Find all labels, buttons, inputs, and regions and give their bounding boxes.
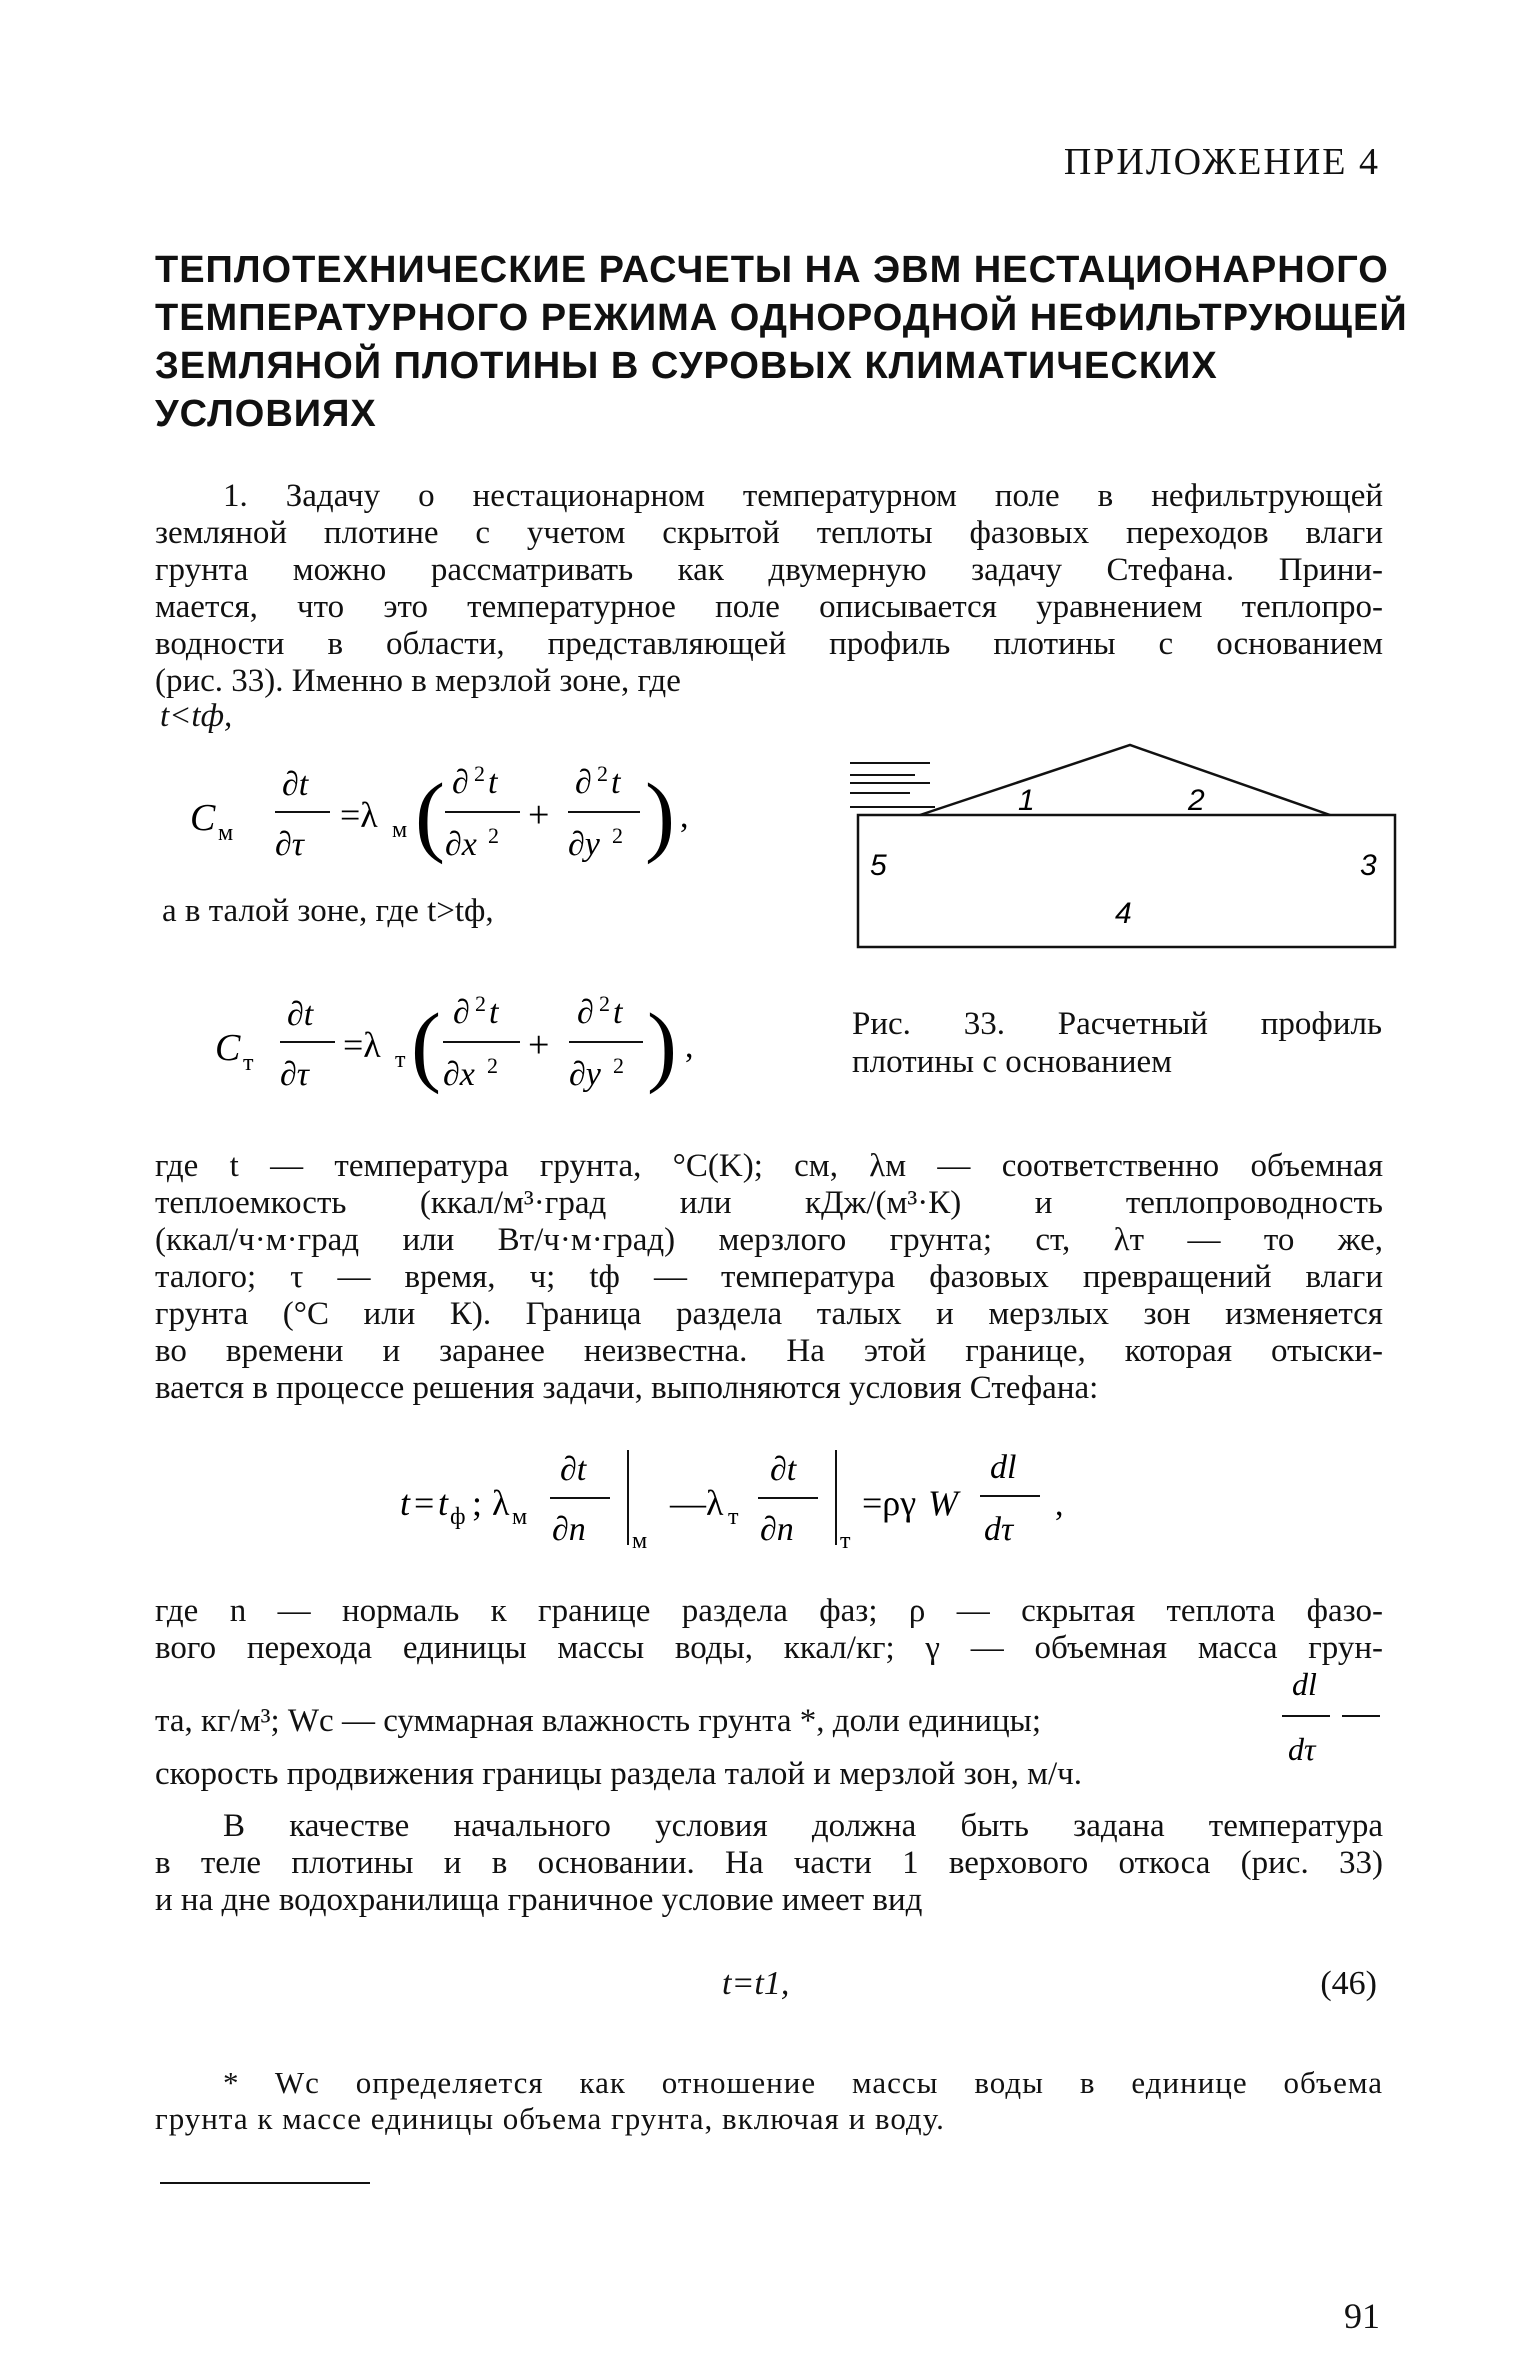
svg-text:,: , <box>1055 1486 1064 1523</box>
svg-text:t: t <box>611 764 621 801</box>
svg-text:м: м <box>512 1504 528 1530</box>
text-line: В качестве начального условия должна быть задана температура <box>223 1808 1383 1844</box>
title-line: ТЕПЛОТЕХНИЧЕСКИЕ РАСЧЕТЫ НА ЭВМ НЕСТАЦИОНАРНОГО <box>155 249 1389 291</box>
svg-text:м: м <box>218 820 234 846</box>
definitions-paragraph <box>155 1148 1383 1407</box>
text-line: земляной плотине с учетом скрытой теплоты фазовых переходов влаги <box>155 515 1383 551</box>
svg-text:м: м <box>632 1528 648 1554</box>
text-line: мается, что это температурное поле описывается уравнением теплопро- <box>155 589 1383 625</box>
thawed-condition: а в талой зоне, где t>tф, <box>162 893 494 929</box>
thawed-zone-equation <box>215 975 775 1115</box>
svg-text:t: t <box>613 994 623 1031</box>
boundary-equation: t=t1, <box>722 1965 790 2002</box>
footnote <box>155 2065 1383 2137</box>
svg-text:∂t: ∂t <box>282 766 309 803</box>
svg-text:+: + <box>528 794 550 836</box>
text-line: грунта (°С или К). Граница раздела талых и мерзлых зон изменяется <box>155 1296 1383 1332</box>
text-line: в теле плотины и в основании. На части 1 верхового откоса (рис. 33) <box>155 1845 1383 1881</box>
text-line: теплоемкость (ккал/м³·град или кДж/(м³·К) и теплопроводность <box>155 1185 1383 1221</box>
figure-label-1: 1 <box>1018 784 1035 817</box>
svg-text:C: C <box>215 1027 241 1069</box>
svg-text:2: 2 <box>487 1053 498 1078</box>
svg-text:м: м <box>392 817 408 843</box>
figure-label-4: 4 <box>1115 897 1132 930</box>
stefan-paragraph <box>155 1593 1383 1793</box>
text-line: вается в процессе решения задачи, выполняются условия Стефана: <box>155 1370 1099 1406</box>
text-line: та, кг/м³; Wc — суммарная влажность грунта *, доли единицы; <box>155 1703 1042 1739</box>
svg-text:—λ: —λ <box>670 1483 724 1523</box>
svg-text:dl: dl <box>990 1449 1017 1486</box>
text-line: талого; τ — время, ч; tф — температура фазовых превращений влаги <box>155 1259 1383 1295</box>
svg-text:t: t <box>489 994 499 1031</box>
svg-text:=: = <box>414 1483 435 1523</box>
text-line: (рис. 33). Именно в мерзлой зоне, где <box>155 663 681 699</box>
svg-text:W: W <box>928 1483 958 1523</box>
svg-text:=ργ: =ργ <box>862 1483 917 1523</box>
footnote-divider <box>160 2182 370 2184</box>
svg-text:t: t <box>438 1483 449 1523</box>
caption-line: Рис. 33. Расчетный профиль <box>852 1006 1382 1042</box>
stefan-condition-equation <box>400 1440 1180 1570</box>
intro-paragraph <box>155 478 1383 700</box>
svg-text:(: ( <box>415 766 445 865</box>
svg-text:,: , <box>685 1028 694 1065</box>
text-line: где t — температура грунта, °C(K); cм, λм — соответственно объемная <box>155 1148 1383 1184</box>
svg-text:∂t: ∂t <box>287 996 314 1033</box>
svg-text:∂t: ∂t <box>560 1451 587 1488</box>
text-line: вого перехода единицы массы воды, ккал/кг; γ — объемная масса грун- <box>155 1630 1383 1666</box>
text-line: и на дне водохранилища граничное условие имеет вид <box>155 1882 923 1918</box>
dl-dtau-fraction <box>1280 1660 1390 1780</box>
svg-text:∂n: ∂n <box>552 1511 586 1548</box>
svg-text:2: 2 <box>612 823 623 848</box>
svg-text:dl: dl <box>1292 1666 1317 1702</box>
svg-text:∂y: ∂y <box>569 1056 601 1093</box>
caption-line: плотины с основанием <box>852 1044 1173 1080</box>
svg-text:∂n: ∂n <box>760 1511 794 1548</box>
svg-text:t: t <box>400 1483 411 1523</box>
title-line: ЗЕМЛЯНОЙ ПЛОТИНЫ В СУРОВЫХ КЛИМАТИЧЕСКИХ <box>155 345 1218 387</box>
svg-text:t: t <box>488 764 498 801</box>
svg-text:dτ: dτ <box>984 1511 1014 1548</box>
dam-profile-figure <box>840 735 1410 950</box>
text-line: во времени и заранее неизвестна. На этой границе, которая отыски- <box>155 1333 1383 1369</box>
svg-text:2: 2 <box>613 1053 624 1078</box>
svg-text:т: т <box>728 1504 739 1530</box>
svg-text:∂y: ∂y <box>568 826 600 863</box>
svg-text:λ: λ <box>492 1483 510 1523</box>
svg-text:;: ; <box>472 1483 483 1523</box>
footnote-line: грунта к массе единицы объема грунта, включая и воду. <box>155 2101 945 2136</box>
svg-text:2: 2 <box>599 991 610 1016</box>
svg-text:): ) <box>647 996 677 1095</box>
frozen-condition: t<tф, <box>160 698 233 734</box>
svg-text:2: 2 <box>475 991 486 1016</box>
initial-condition-paragraph <box>155 1808 1383 1919</box>
equation-number: (46) <box>1320 1965 1377 2002</box>
page-number: 91 <box>1344 2296 1380 2336</box>
svg-text:∂τ: ∂τ <box>275 826 304 863</box>
svg-text:dτ: dτ <box>1288 1731 1316 1767</box>
svg-text:=λ: =λ <box>340 795 378 835</box>
appendix-label: ПРИЛОЖЕНИЕ 4 <box>1063 141 1380 183</box>
text-line: грунта можно рассматривать как двумерную задачу Стефана. Прини- <box>155 552 1383 588</box>
svg-text:C: C <box>190 797 216 839</box>
svg-text:,: , <box>680 798 689 835</box>
title-line: ТЕМПЕРАТУРНОГО РЕЖИМА ОДНОРОДНОЙ НЕФИЛЬТРУЮЩЕЙ <box>155 297 1408 339</box>
dam-outline <box>920 745 1330 815</box>
title-line: УСЛОВИЯХ <box>155 393 377 435</box>
text-line: 1. Задачу о нестационарном температурном поле в нефильтрующей <box>223 478 1383 514</box>
svg-text:+: + <box>528 1024 550 1066</box>
svg-text:): ) <box>645 766 675 865</box>
svg-text:(: ( <box>411 996 441 1095</box>
figure-caption <box>852 1005 1382 1081</box>
svg-text:2: 2 <box>597 761 608 786</box>
svg-text:∂: ∂ <box>452 764 469 801</box>
figure-label-5: 5 <box>870 849 887 882</box>
svg-text:т: т <box>840 1528 851 1554</box>
figure-label-2: 2 <box>1188 784 1205 817</box>
svg-text:=λ: =λ <box>343 1025 381 1065</box>
svg-text:∂τ: ∂τ <box>280 1056 309 1093</box>
text-line: где n — нормаль к границе раздела фаз; ρ — скрытая теплота фазо- <box>155 1593 1383 1629</box>
text-line: (ккал/ч·м·град или Вт/ч·м·град) мерзлого грунта; cт, λт — то же, <box>155 1222 1383 1258</box>
svg-text:т: т <box>243 1050 254 1076</box>
figure-label-3: 3 <box>1360 849 1377 882</box>
text-line: водности в области, представляющей профиль плотины с основанием <box>155 626 1383 662</box>
svg-text:т: т <box>395 1047 406 1073</box>
svg-text:∂: ∂ <box>575 764 592 801</box>
svg-text:∂x: ∂x <box>443 1056 475 1093</box>
svg-text:∂t: ∂t <box>770 1451 797 1488</box>
svg-text:ф: ф <box>450 1504 466 1530</box>
page-title <box>155 246 1408 438</box>
svg-text:∂x: ∂x <box>445 826 477 863</box>
frozen-zone-equation <box>190 745 750 885</box>
svg-text:2: 2 <box>488 823 499 848</box>
text-line: скорость продвижения границы раздела талой и мерзлой зон, м/ч. <box>155 1756 1082 1792</box>
svg-text:∂: ∂ <box>577 994 594 1031</box>
svg-text:∂: ∂ <box>453 994 470 1031</box>
footnote-line: * Wc определяется как отношение массы воды в единице объема <box>223 2065 1383 2100</box>
svg-text:2: 2 <box>474 761 485 786</box>
